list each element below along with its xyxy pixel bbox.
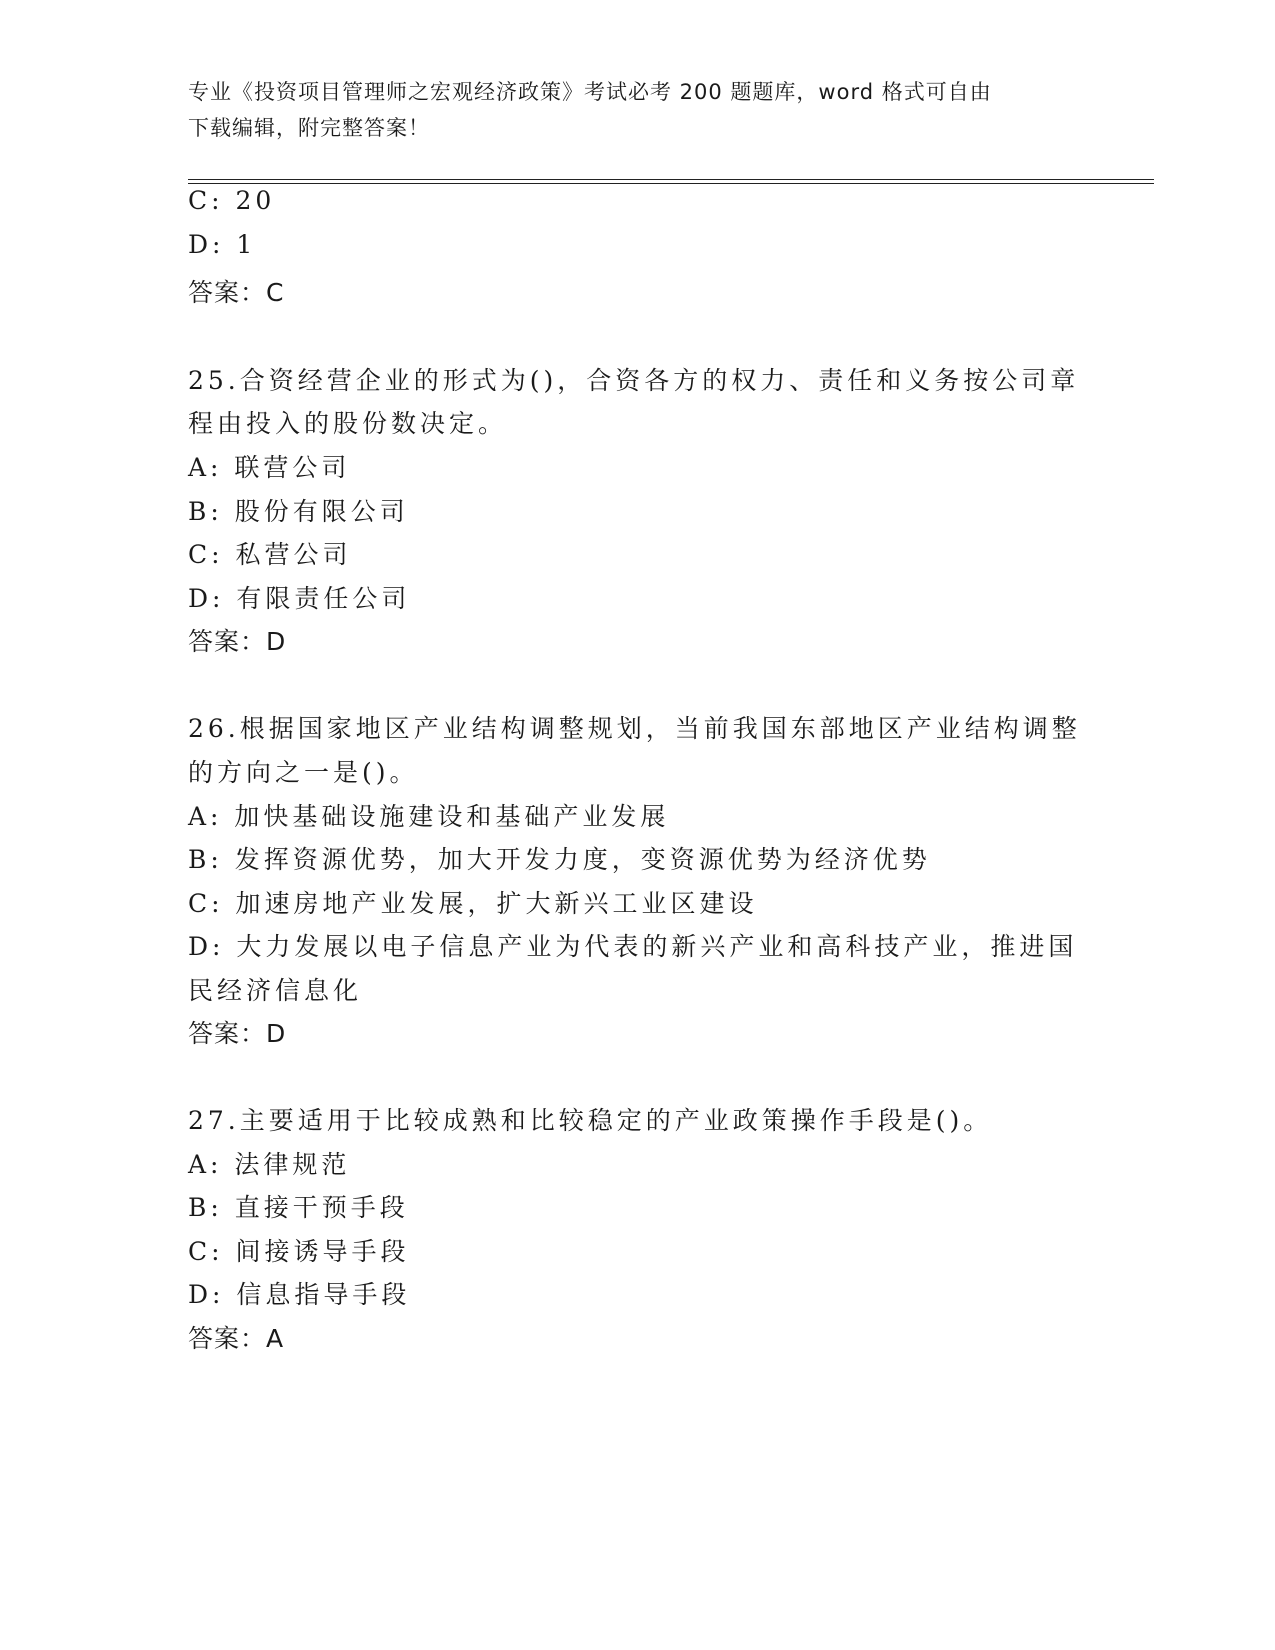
q27-option-d: D: 信息指导手段 xyxy=(188,1280,411,1309)
q26-option-b: B: 发挥资源优势，加大开发力度，变资源优势为经济优势 xyxy=(188,845,931,874)
q24-option-c: C: 20 xyxy=(188,186,276,215)
q25-stem-line-1: 25.合资经营企业的形式为()，合资各方的权力、责任和义务按公司章 xyxy=(188,366,1080,395)
q26-option-c: C: 加速房地产业发展，扩大新兴工业区建设 xyxy=(188,889,758,918)
q24-option-d: D: 1 xyxy=(188,230,257,259)
q27-stem: 27.主要适用于比较成熟和比较稳定的产业政策操作手段是()。 xyxy=(188,1106,993,1135)
q27-option-a: A: 法律规范 xyxy=(188,1150,351,1179)
q25-option-b: B: 股份有限公司 xyxy=(188,497,409,526)
q25-stem-line-2: 程由投入的股份数决定。 xyxy=(188,409,508,438)
header-line-2: 下载编辑，附完整答案！ xyxy=(188,116,430,140)
header-divider-bottom xyxy=(188,183,1154,184)
q25-answer: 答案：D xyxy=(188,627,287,656)
document-header xyxy=(188,74,1088,146)
q27-answer: 答案：A xyxy=(188,1324,285,1353)
q26-stem-line-1: 26.根据国家地区产业结构调整规划，当前我国东部地区产业结构调整 xyxy=(188,714,1081,743)
q26-option-a: A: 加快基础设施建设和基础产业发展 xyxy=(188,802,670,831)
q24-answer: 答案：C xyxy=(188,278,285,307)
q27-option-b: B: 直接干预手段 xyxy=(188,1193,409,1222)
header-line-1: 专业《投资项目管理师之宏观经济政策》考试必考 200 题题库，word 格式可自由 xyxy=(188,80,992,104)
q26-stem-line-2: 的方向之一是()。 xyxy=(188,758,419,787)
q25-option-a: A: 联营公司 xyxy=(188,453,351,482)
q27-option-c: C: 间接诱导手段 xyxy=(188,1237,410,1266)
q26-answer: 答案：D xyxy=(188,1019,287,1048)
q25-option-d: D: 有限责任公司 xyxy=(188,584,411,613)
q25-option-c: C: 私营公司 xyxy=(188,540,352,569)
q26-option-d-line-1: D: 大力发展以电子信息产业为代表的新兴产业和高科技产业，推进国 xyxy=(188,932,1078,961)
header-divider-top xyxy=(188,179,1154,180)
q26-option-d-line-2: 民经济信息化 xyxy=(188,976,363,1005)
